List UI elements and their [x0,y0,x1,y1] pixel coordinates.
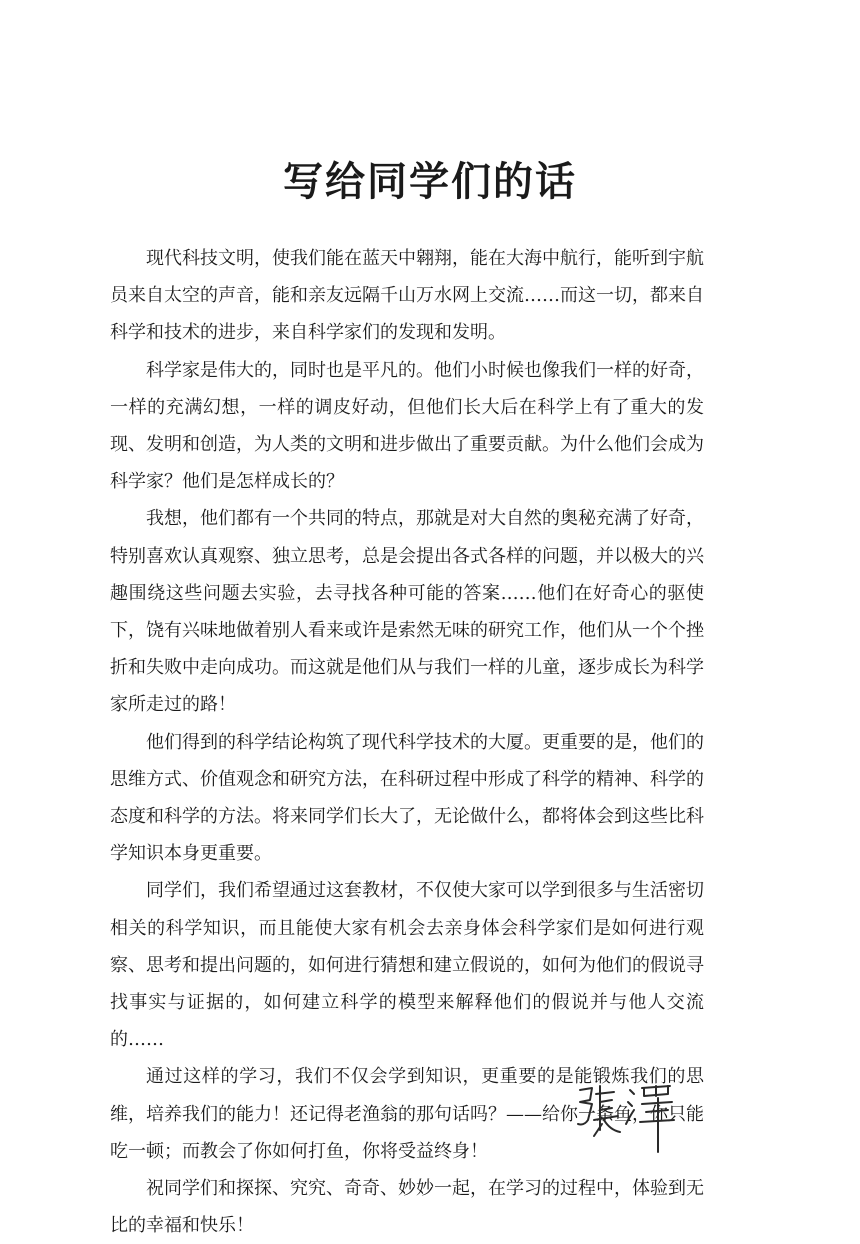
paragraph-3: 我想，他们都有一个共同的特点，那就是对大自然的奥秘充满了好奇，特别喜欢认真观察、独立思考，总是会提出各式各样的问题，并以极大的兴趣围绕这些问题去实验，去寻找各种可能的答案……他们在好奇心的驱使下，饶有兴味地做着别人看来或许是索然无味的研究工作，他们从一个个挫折和失败中走向成功。而这就是他们从与我们一样的儿童，逐步成长为科学家所走过的路！ [110,508,704,716]
handwritten-signature [572,1080,682,1160]
paragraph-6: 通过这样的学习，我们不仅会学到知识，更重要的是能锻炼我们的思维，培养我们的能力！还记得老渔翁的那句话吗？——给你一条鱼，你只能吃一顿；而教会了你如何打鱼，你将受益终身！ [110,1066,704,1162]
paragraph-7: 祝同学们和探探、究究、奇奇、妙妙一起，在学习的过程中，体验到无比的幸福和快乐！ [110,1178,704,1237]
paragraph-1: 现代科技文明，使我们能在蓝天中翱翔，能在大海中航行，能听到宇航员来自太空的声音，能和亲友远隔千山万水网上交流……而这一切，都来自科学和技术的进步，来自科学家们的发现和发明。 [110,248,704,344]
page-title: 写给同学们的话 [283,159,577,205]
paragraph-4: 他们得到的科学结论构筑了现代科学技术的大厦。更重要的是，他们的思维方式、价值观念和研究方法，在科研过程中形成了科学的精神、科学的态度和科学的方法。将来同学们长大了，无论做什么，都将体会到这些比科学知识本身更重要。 [110,731,704,865]
paragraph-2: 科学家是伟大的，同时也是平凡的。他们小时候也像我们一样的好奇，一样的充满幻想，一样的调皮好动，但他们长大后在科学上有了重大的发现、发明和创造，为人类的文明和进步做出了重要贡献。为什么他们会成为科学家？他们是怎样成长的？ [110,359,704,493]
paragraph-5: 同学们，我们希望通过这套教材，不仅使大家可以学到很多与生活密切相关的科学知识，而且能使大家有机会去亲身体会科学家们是如何进行观察、思考和提出问题的，如何进行猜想和建立假说的，如何为他们的假说寻找事实与证据的，如何建立科学的模型来解释他们的假说并与他人交流的…… [110,880,704,1051]
